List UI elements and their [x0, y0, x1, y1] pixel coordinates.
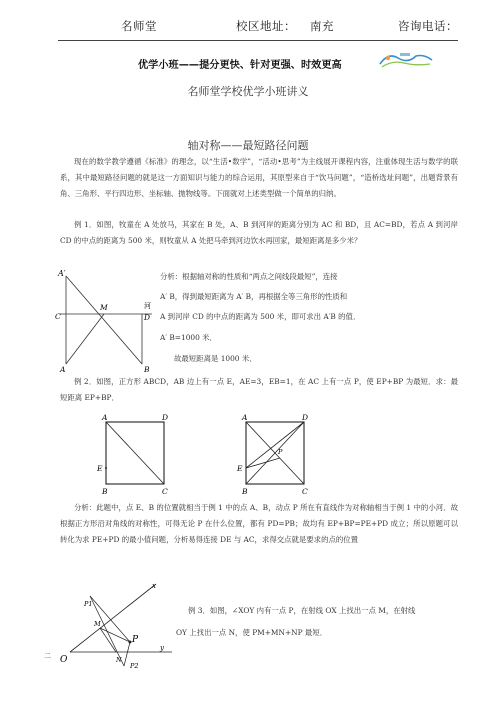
fig3-label-n: N: [116, 656, 122, 664]
fig2l-label-c: C: [162, 487, 168, 496]
example1-analysis-line-1: 分析：根据轴对称的性质和“两点之间线段最短”，连接: [160, 272, 338, 281]
fig3-label-p1: P1: [84, 600, 93, 608]
segment-ep: [246, 458, 280, 468]
fig2r-label-p: P: [278, 448, 283, 456]
example1-analysis-line-2: A′ B，得到最短距离为 A′ B，再根据全等三角形的性质和: [160, 292, 348, 301]
fig3-label-p: P: [132, 635, 139, 645]
point-e: [105, 467, 107, 469]
header-rule: [58, 40, 458, 41]
fig3-label-p2: P2: [130, 662, 139, 670]
document-title: 轴对称——最短路径问题: [187, 139, 309, 152]
example3-problem-line-1: 例 3．如图，∠XOY 内有一点 P，在射线 OX 上找出一点 M，在射线: [188, 606, 416, 615]
example1-analysis-line-5: 故最短距离是 1000 米．: [174, 354, 257, 363]
fig3-label-m: M: [94, 620, 101, 628]
line-a-m: [66, 314, 104, 364]
fig2l-label-a: A: [102, 414, 108, 422]
fig2r-label-c: C: [302, 487, 308, 496]
example2-analysis: 分析：此题中，点 E、B 的位置就相当于例 1 中的点 A、B，动点 P 所在有直线作为对称轴相当于例 1 中的小河．故根据正方形沿对角线的对称性，可得无论 P 在什么位置，都有 PD=PB；故均有 EP+BP=PE+PD 成立；所以原题可以转化为求 PE+PD 的最小值问题，分析易得连接 DE 与 AC，求得交点就是要求的点的位置: [60, 503, 458, 544]
fig1-label-m: M: [100, 303, 108, 312]
fig1-label-river: 河: [144, 302, 151, 310]
header-school: 名师堂: [121, 19, 157, 33]
header-phone-label: 咨询电话：: [398, 19, 458, 33]
segment-ed: [246, 422, 304, 468]
fig2r-label-e: E: [237, 464, 243, 473]
margin-mark: 二: [44, 652, 51, 660]
example1-analysis-line-3: A 到河岸 CD 的中点的距离为 500 米，即可求出 A′B 的值．: [160, 312, 361, 321]
document-subtitle: 名师堂学校优学小班讲义: [187, 85, 309, 98]
header-campus-label: 校区地址：: [236, 19, 296, 33]
header-campus-value: 南充: [310, 19, 334, 33]
fig1-label-a: A: [60, 365, 66, 374]
fig1-label-c: C: [55, 312, 61, 321]
fig1-label-d: D: [144, 313, 151, 322]
example1-analysis-line-4: A′ B=1000 米．: [160, 333, 217, 342]
ray-ox: [70, 584, 156, 652]
diagonal-ac: [106, 422, 164, 484]
fig2l-label-e: E: [97, 464, 103, 473]
example2-figure-right: [236, 414, 314, 498]
example2-problem: 例 2．如图，正方形 ABCD，AB 边上有一点 E，AE=3，EB=1，在 AC 上有一点 P，使 EP+BP 为最短．求：最短距离 EP+BP．: [60, 377, 458, 402]
fig3-label-o: O: [60, 655, 68, 665]
fig3-label-x: x: [152, 582, 156, 590]
example1-figure: [54, 264, 158, 376]
example3-problem-line-2: OY 上找出一点 N，使 PM+MN+NP 最短．: [176, 628, 328, 637]
intro-paragraph: 现在的数学教学遵循《标准》的理念，以“生活•数学”，“活动•思考”为主线展开课程内容，注重体现生活与数学的联系，其中最短路径问题的就是这一方面知识与能力的综合运用，其原型来自于“饮马问题”，“造桥选址问题”，出题背景有角、三角形、平行四边形、坐标轴、抛物线等。下面就对上述类型做一个简单的归纳。: [60, 157, 458, 198]
fig1-label-b: B: [144, 365, 150, 374]
fig2r-label-a: A: [242, 414, 248, 422]
example2-figure-left: [96, 414, 174, 498]
fig3-label-y: y: [160, 644, 164, 652]
example3-figure: [60, 578, 178, 670]
line-a-prime-b: [66, 276, 142, 364]
fig2l-label-b: B: [102, 487, 108, 496]
slogan: 优学小班——提分更快、针对更强、时效更高: [138, 60, 342, 71]
fig2r-label-b: B: [242, 487, 248, 496]
brand-logo: [378, 50, 434, 70]
segment-p1-p: [90, 596, 130, 642]
fig2r-label-d: D: [302, 414, 309, 422]
example1-problem: 例 1．如图，牧童在 A 处放马，其家在 B 处，A、B 到河岸的距离分别为 AC 和 BD，且 AC=BD，若点 A 到河岸 CD 的中点的距离为 500 米，则牧童从 A 处把马牵到河边饮水再回家，最短距离是多少米？: [60, 220, 458, 245]
fig1-label-a-prime: A′: [58, 269, 66, 278]
fig2l-label-d: D: [162, 414, 169, 422]
